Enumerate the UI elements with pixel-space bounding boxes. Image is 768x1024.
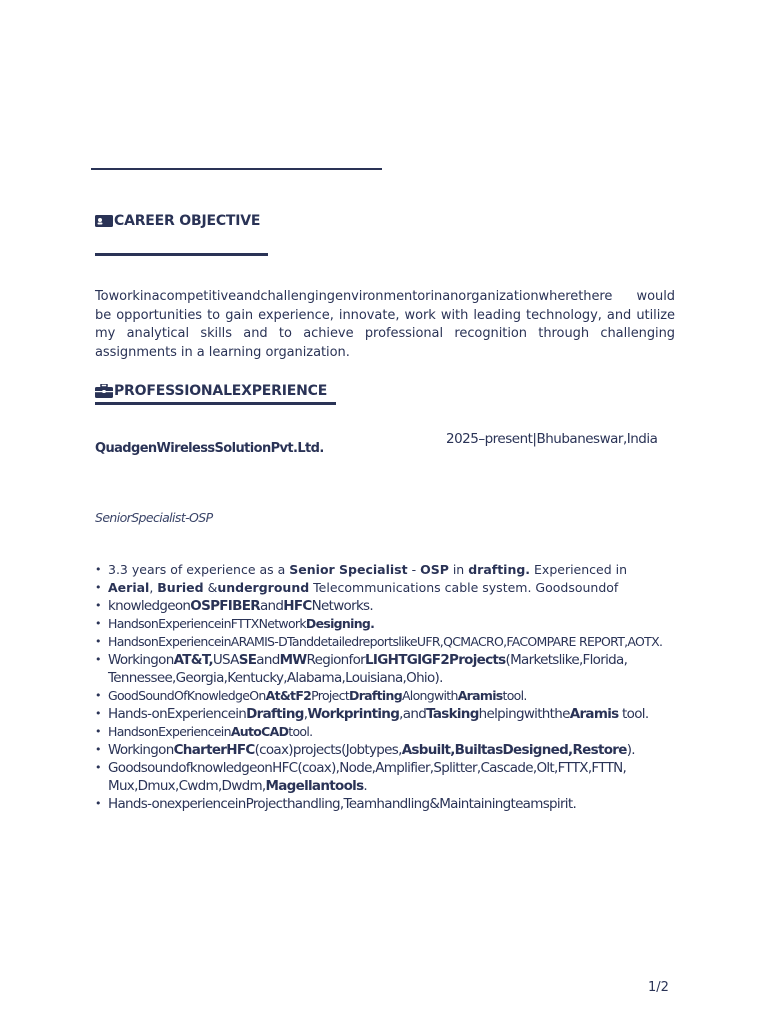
bullet-bold-text: MW: [279, 652, 307, 668]
bullet-text: ,: [149, 580, 158, 595]
career-objective-underline: [95, 253, 268, 256]
employment-dates-location: 2025–present|Bhubaneswar,India: [446, 431, 658, 447]
bullet-text: Goodsoundofknowledgeon: [108, 760, 273, 776]
page-number: 1/2: [648, 980, 669, 995]
bullet-text: helpingwiththe: [478, 706, 570, 722]
experience-bullet: [95, 759, 685, 795]
bullet-bold-text: LIGHTGIGF2Projects: [365, 652, 506, 668]
id-card-icon: [95, 214, 113, 228]
bullet-text: ).: [626, 742, 635, 758]
bullet-bold-text: OSPFIBER: [190, 598, 260, 614]
career-objective-heading: [95, 213, 260, 229]
bullet-bold-text: Asbuilt,BuiltasDesigned,Restore: [401, 742, 627, 758]
experience-heading: [95, 383, 327, 399]
bullet-text: Experienced in: [530, 562, 628, 577]
experience-title: PROFESSIONALEXPERIENCE: [114, 383, 328, 399]
bullet-text: tool.: [502, 688, 527, 703]
bullet-bold-text: At&tF2: [265, 688, 312, 703]
bullet-text: tool.: [618, 706, 649, 722]
experience-bullet: [95, 705, 685, 723]
experience-bullet: [95, 597, 685, 615]
bullet-text: GoodSoundOfKnowledgeOn: [108, 688, 266, 703]
bullet-bold-text: SE: [238, 652, 257, 668]
experience-bullets: [95, 561, 685, 813]
bullet-bold-text: Workprinting: [307, 706, 400, 722]
bullet-text: Regionfor: [306, 652, 365, 668]
bullet-text: Project: [311, 688, 350, 703]
experience-bullet: [95, 687, 685, 705]
experience-bullet: [95, 579, 685, 597]
bullet-bold-text: CharterHFC: [173, 742, 255, 758]
job-role: SeniorSpecialist-OSP: [95, 510, 213, 525]
bullet-text: .: [363, 778, 367, 794]
bullet-text: in: [448, 562, 469, 577]
bullet-text: -: [407, 562, 421, 577]
bullet-text: Hands-onexperienceinProjecthandling,Teamhandling&Maintainingteamspirit.: [108, 796, 577, 812]
bullet-bold-text: HFC: [283, 598, 312, 614]
bullet-text: HFC(coax),Node,Amplifier,Splitter,Cascade,Olt,FTTX,FTTN, Mux,Dmux,Cwdm,Dwdm,: [108, 760, 627, 794]
bullet-text: 3.3 years of experience as a: [108, 562, 290, 577]
bullet-text: Workingon: [108, 652, 174, 668]
bullet-bold-text: underground: [217, 580, 310, 595]
bullet-text: ,: [303, 706, 308, 722]
bullet-bold-text: Drafting: [246, 706, 304, 722]
experience-bullet: [95, 741, 685, 759]
experience-bullet: [95, 723, 685, 741]
bullet-text: Workingon: [108, 742, 174, 758]
bullet-bold-text: Buried: [157, 580, 204, 595]
career-objective-text: Toworkinacompetitiveandchallengingenvironmentorinanorganizationwherethere would be opportunities to gain experience, innovate, work with leading technology, and utilize my analytical skills and to achieve professional recognition through challenging assignments in a learning organization.: [95, 289, 675, 360]
experience-underline: [95, 402, 336, 405]
bullet-text: knowledgeon: [108, 598, 191, 614]
briefcase-icon: [95, 384, 113, 398]
experience-bullet: [95, 615, 685, 633]
company-name: QuadgenWirelessSolutionPvt.Ltd.: [95, 441, 324, 456]
bullet-bold-text: Aramis: [569, 706, 619, 722]
bullet-text: &: [203, 580, 218, 595]
bullet-bold-text: drafting.: [468, 562, 531, 577]
bullet-bold-text: Designing.: [305, 616, 375, 631]
bullet-bold-text: Tasking: [426, 706, 479, 722]
bullet-text: HandsonExperienceinARAMIS-DTanddetailedreportslikeUFR,QCMACRO,FACOMPARE REPORT,AOTX.: [108, 634, 663, 649]
bullet-text: and: [256, 652, 280, 668]
bullet-text: HandsonExperiencein: [108, 724, 231, 739]
bullet-text: Telecommunications cable system. Goodsoundof: [309, 580, 619, 595]
experience-bullet: [95, 795, 685, 813]
bullet-bold-text: Aramis: [457, 688, 503, 703]
bullet-bold-text: Aerial: [108, 580, 150, 595]
bullet-bold-text: Magellantools: [265, 778, 364, 794]
bullet-bold-text: Drafting: [349, 688, 402, 703]
bullet-bold-text: Senior Specialist: [289, 562, 408, 577]
bullet-text: (Marketslike,Florida, Tennessee,Georgia,Kentucky,Alabama,Louisiana,Ohio).: [108, 652, 628, 686]
bullet-text: Hands-onExperiencein: [108, 706, 247, 722]
experience-bullet: [95, 633, 685, 651]
bullet-text: Alongwith: [401, 688, 458, 703]
bullet-bold-text: AT&T,: [173, 652, 213, 668]
bullet-text: tool.: [288, 724, 313, 739]
experience-bullet: [95, 561, 685, 579]
bullet-bold-text: AutoCAD: [230, 724, 289, 739]
bullet-text: (coax)projects(Jobtypes,: [254, 742, 402, 758]
bullet-text: and: [259, 598, 284, 614]
bullet-text: ,and: [399, 706, 427, 722]
header-divider: [91, 168, 382, 170]
career-objective-title: CAREER OBJECTIVE: [114, 213, 261, 229]
bullet-text: Networks.: [311, 598, 373, 614]
bullet-text: USA: [212, 652, 239, 668]
bullet-bold-text: OSP: [420, 562, 449, 577]
bullet-text: HandsonExperienceinFTTXNetwork: [108, 616, 306, 631]
experience-bullet: [95, 651, 685, 687]
